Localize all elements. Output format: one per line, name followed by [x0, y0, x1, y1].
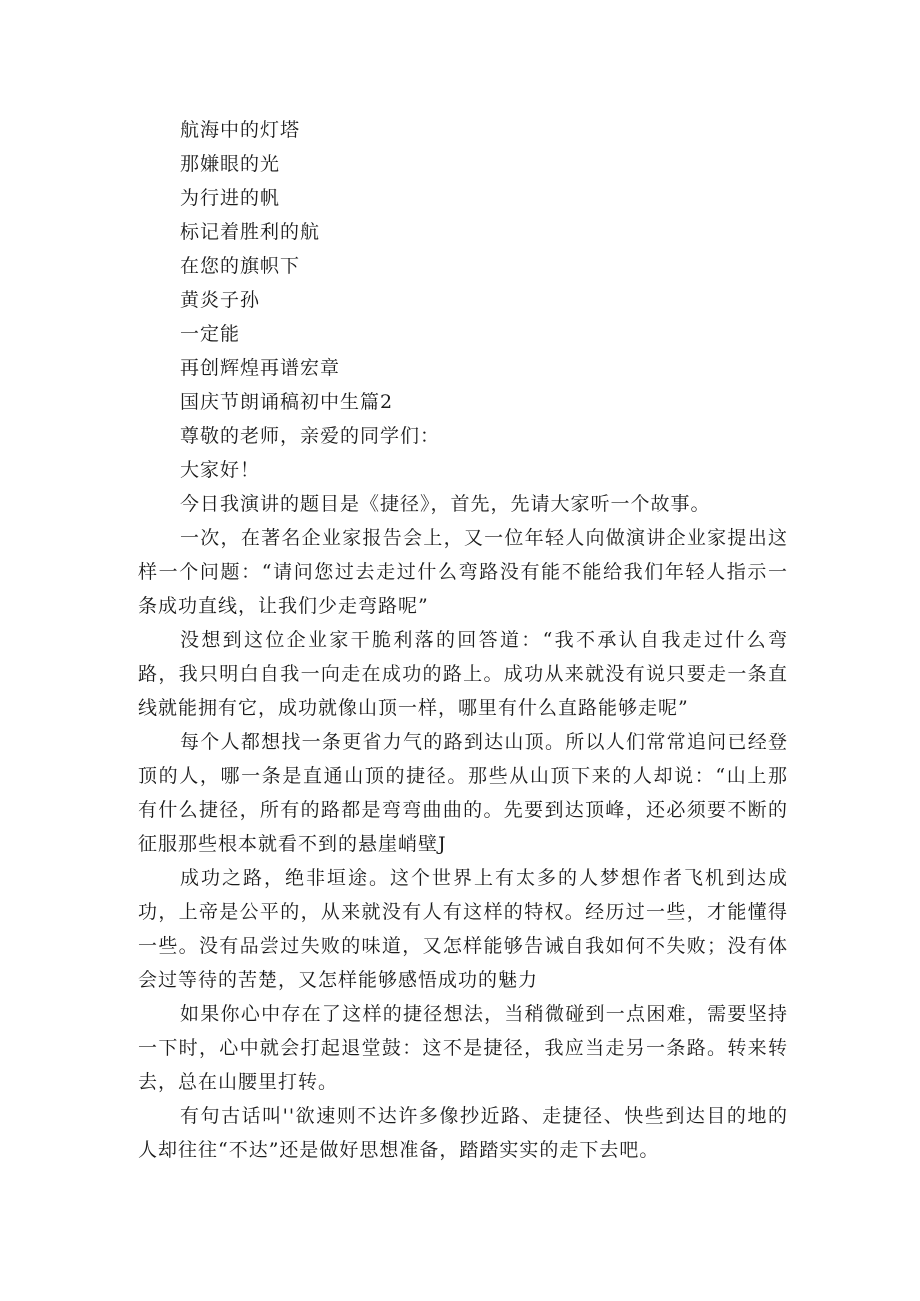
poem-line: 为行进的帆: [180, 187, 281, 209]
poem-line: 黄炎子孙: [180, 289, 261, 311]
poem-line: 那嫌眼的光: [180, 153, 281, 175]
paragraph: 如果你心中存在了这样的捷径想法，当稍微碰到一点困难，需要坚持一下时，心中就会打起退堂鼓：这不是捷径，我应当走另一条路。转来转去，总在山腰里打转。: [138, 1003, 788, 1093]
poem-line: 再创辉煌再谱宏章: [180, 357, 341, 379]
poem-line: 一定能: [180, 323, 241, 345]
poem-line: 标记着胜利的航: [180, 221, 321, 243]
poem-line: 在您的旗帜下: [180, 255, 301, 277]
paragraph: 有句古话叫''欲速则不达许多像抄近路、走捷径、快些到达目的地的人却往往“不达”还是做好思想准备，踏踏实实的走下去吧。: [138, 1105, 788, 1161]
paragraph: 成功之路，绝非垣途。这个世界上有太多的人梦想作者飞机到达成功，上帝是公平的，从来就没有人有这样的特权。经历过一些，才能懂得一些。没有品尝过失败的味道，又怎样能够告诫自我如何不失败；没有体会过等待的苦楚，又怎样能够感悟成功的魅力: [138, 867, 788, 991]
paragraph: 今日我演讲的题目是《捷径》，首先，先请大家听一个故事。: [180, 493, 711, 515]
paragraph: 一次，在著名企业家报告会上，又一位年轻人向做演讲企业家提出这样一个问题：“请问您过去走过什么弯路没有能不能给我们年轻人指示一条成功直线，让我们少走弯路呢”: [138, 527, 788, 617]
paragraph: 每个人都想找一条更省力气的路到达山顶。所以人们常常追问已经登顶的人，哪一条是直通山顶的捷径。那些从山顶下来的人却说：“山上那有什么捷径，所有的路都是弯弯曲曲的。先要到达顶峰，还必须要不断的征服那些根本就看不到的悬崖峭壁J: [138, 731, 788, 855]
poem-lines: [180, 113, 780, 487]
speech-body: [138, 487, 788, 1167]
greeting: 大家好！: [180, 459, 261, 481]
paragraph: 没想到这位企业家干脆利落的回答道：“我不承认自我走过什么弯路，我只明白自我一向走在成功的路上。成功从来就没有说只要走一条直线就能拥有它，成功就像山顶一样，哪里有什么直路能够走呢”: [138, 629, 788, 719]
salutation: 尊敬的老师，亲爱的同学们：: [180, 425, 441, 447]
poem-line: 航海中的灯塔: [180, 119, 301, 141]
section-title: 国庆节朗诵稿初中生篇2: [180, 391, 394, 413]
